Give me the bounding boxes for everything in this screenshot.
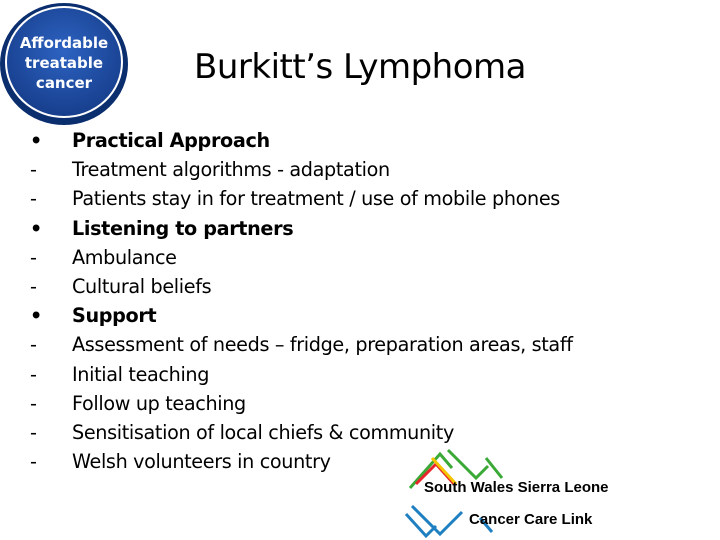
bullet-dot-icon: •: [30, 216, 42, 240]
bullet-item: [30, 418, 690, 447]
bullet-list: [30, 126, 690, 476]
slide-title: Burkitt’s Lymphoma: [194, 47, 526, 87]
bullet-heading: [30, 214, 690, 243]
bullet-text: Patients stay in for treatment / use of mobile phones: [72, 187, 560, 211]
bullet-item: [30, 155, 690, 184]
badge-text: [8, 33, 120, 93]
affordable-treatable-cancer-badge: [0, 2, 140, 128]
bullet-item: [30, 243, 690, 272]
logo-line-1: South Wales Sierra Leone: [424, 479, 609, 496]
bullet-text: Ambulance: [72, 245, 177, 269]
bullet-text: Welsh volunteers in country: [72, 450, 331, 474]
bullet-item: [30, 330, 690, 359]
bullet-item: [30, 272, 690, 301]
bullet-text: Treatment algorithms - adaptation: [72, 158, 390, 182]
badge-line-3: cancer: [35, 74, 93, 92]
bullet-text: Listening to partners: [72, 216, 294, 240]
bullet-text: Support: [72, 304, 157, 328]
dash-marker: -: [30, 274, 37, 298]
badge-line-2: treatable: [24, 54, 104, 72]
bullet-text: Initial teaching: [72, 362, 210, 386]
dash-marker: -: [30, 187, 37, 211]
dash-marker: -: [30, 450, 37, 474]
logo-line-2: Cancer Care Link: [469, 511, 593, 528]
bullet-item: [30, 184, 690, 213]
bullet-text: Assessment of needs – fridge, preparation areas, staff: [72, 333, 573, 357]
bullet-text: Sensitisation of local chiefs & community: [72, 420, 454, 444]
dash-marker: -: [30, 362, 37, 386]
bullet-heading: [30, 126, 690, 155]
bullet-text: Practical Approach: [72, 129, 270, 152]
bullet-dot-icon: •: [30, 129, 42, 152]
bullet-item: [30, 389, 690, 418]
badge-line-1: Affordable: [19, 34, 109, 52]
bullet-heading: [30, 301, 690, 330]
dash-marker: -: [30, 420, 37, 444]
bullet-item: [30, 360, 690, 389]
swsl-cancer-care-link-logo: [396, 444, 686, 540]
bullet-text: Follow up teaching: [72, 391, 246, 415]
bullet-text: Cultural beliefs: [72, 274, 212, 298]
dash-marker: -: [30, 158, 37, 182]
bullet-dot-icon: •: [30, 304, 42, 328]
dash-marker: -: [30, 333, 37, 357]
dash-marker: -: [30, 391, 37, 415]
dash-marker: -: [30, 245, 37, 269]
